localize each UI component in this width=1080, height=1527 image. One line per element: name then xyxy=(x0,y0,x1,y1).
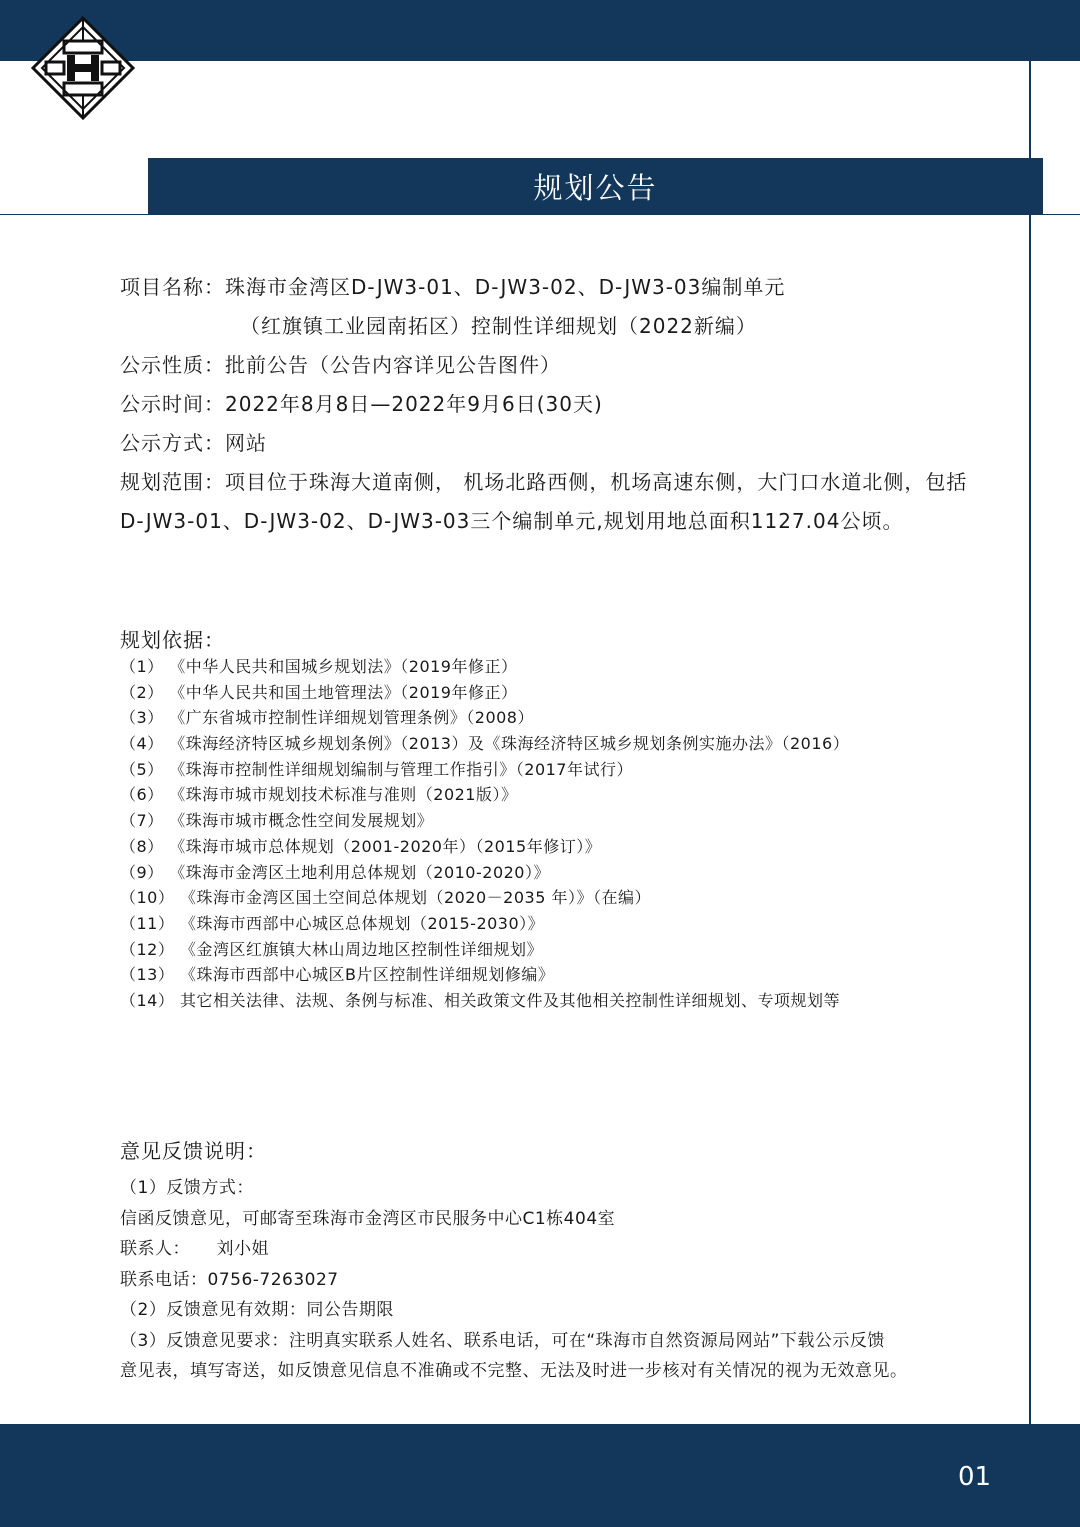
list-item: （8） 《珠海市城市总体规划（2001-2020年）（2015年修订）》 xyxy=(120,836,602,856)
page-number: 01 xyxy=(958,1462,992,1492)
list-item: （5） 《珠海市控制性详细规划编制与管理工作指引》（2017年试行） xyxy=(120,759,633,779)
list-item: （9） 《珠海市金湾区土地利用总体规划（2010-2020）》 xyxy=(120,862,550,882)
list-item: （6） 《珠海市城市规划技术标准与准则（2021版）》 xyxy=(120,785,518,805)
basis-heading: 规划依据： xyxy=(120,628,225,652)
feedback-heading: 意见反馈说明： xyxy=(120,1139,267,1163)
list-item: （12） 《金湾区红旗镇大林山周边地区控制性详细规划》 xyxy=(120,939,543,959)
notice-time: 公示时间：2022年8月8日—2022年9月6日(30天) xyxy=(120,392,603,416)
feedback-line: 意见表，填写寄送，如反馈意见信息不准确或不完整、无法及时进一步核对有关情况的视为无效意见。 xyxy=(120,1361,908,1381)
feedback-line: （1）反馈方式： xyxy=(120,1178,254,1198)
list-item: （7） 《珠海市城市概念性空间发展规划》 xyxy=(120,811,434,831)
diamond-emblem-icon xyxy=(30,15,136,121)
feedback-section xyxy=(120,1135,1030,1387)
list-item: （4） 《珠海经济特区城乡规划条例》（2013）及《珠海经济特区城乡规划条例实施办法》（2016） xyxy=(120,734,850,754)
project-name-continued: （红旗镇工业园南拓区）控制性详细规划（2022新编） xyxy=(240,314,757,338)
feedback-line: （3）反馈意见要求：注明真实联系人姓名、联系电话，可在“珠海市自然资源局网站”下载公示反馈 xyxy=(120,1330,885,1351)
top-band xyxy=(0,0,1080,61)
list-item: （14） 其它相关法律、法规、条例与标准、相关政策文件及其他相关控制性详细规划、专项规划等 xyxy=(120,990,840,1010)
notice-method: 公示方式：网站 xyxy=(120,431,267,455)
notice-info xyxy=(120,268,980,541)
feedback-line: 联系电话：0756-7263027 xyxy=(120,1269,339,1290)
planning-scope: 规划范围：项目位于珠海大道南侧， 机场北路西侧，机场高速东侧，大门口水道北侧，包括D-JW3-01、D-JW3-02、D-JW3-03三个编制单元,规划用地总面积1127.04公顷。 xyxy=(120,470,968,533)
list-item: （3） 《广东省城市控制性详细规划管理条例》（2008） xyxy=(120,708,534,728)
title-rule xyxy=(0,214,1080,215)
feedback-line: （2）反馈意见有效期：同公告期限 xyxy=(120,1300,394,1320)
project-name: 项目名称：珠海市金湾区D-JW3-01、D-JW3-02、D-JW3-03编制单元 xyxy=(120,275,786,299)
list-item: （2） 《中华人民共和国土地管理法》（2019年修正） xyxy=(120,682,518,702)
bottom-band xyxy=(0,1424,1080,1527)
list-item: （1） 《中华人民共和国城乡规划法》（2019年修正） xyxy=(120,657,518,676)
list-item: （10） 《珠海市金湾区国土空间总体规划（2020－2035 年）》（在编） xyxy=(120,888,651,908)
list-item: （11） 《珠海市西部中心城区总体规划（2015-2030）》 xyxy=(120,913,545,933)
basis-list xyxy=(120,654,1020,1014)
list-item: （13） 《珠海市西部中心城区B片区控制性详细规划修编》 xyxy=(120,965,555,985)
page-title: 规划公告 xyxy=(148,158,1043,214)
feedback-line: 信函反馈意见，可邮寄至珠海市金湾区市民服务中心C1栋404室 xyxy=(120,1208,616,1229)
notice-nature: 公示性质：批前公告（公告内容详见公告图件） xyxy=(120,353,561,377)
planning-basis xyxy=(120,626,1020,1014)
feedback-line: 联系人： 刘小姐 xyxy=(120,1239,269,1259)
